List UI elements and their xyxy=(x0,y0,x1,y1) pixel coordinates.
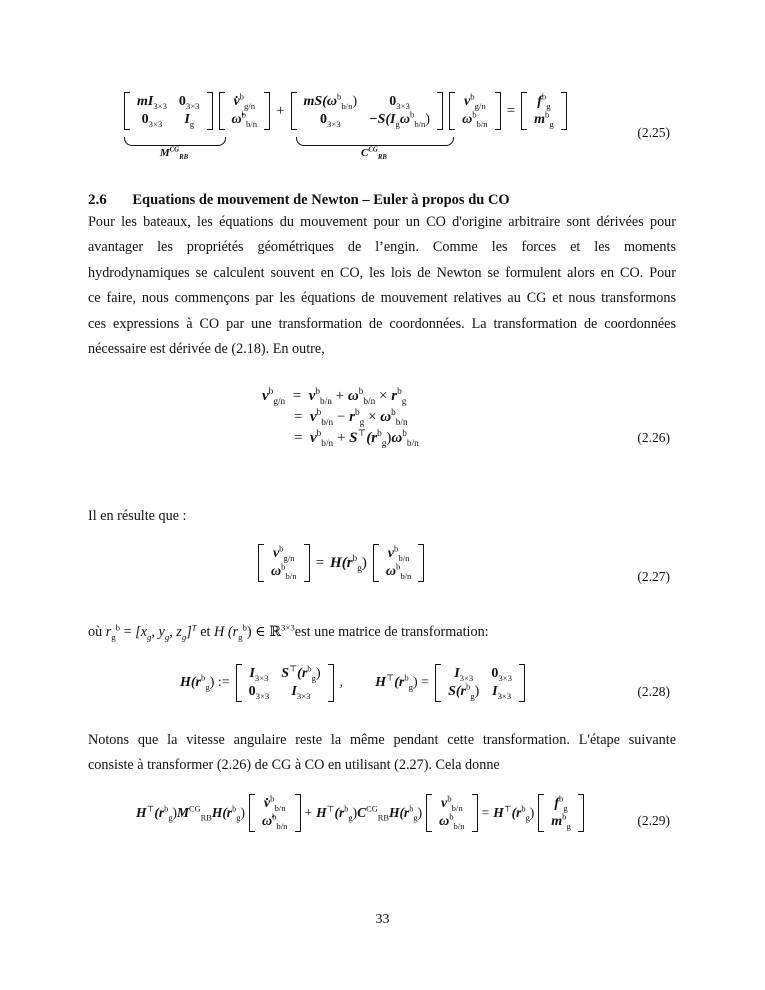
section-heading xyxy=(88,192,510,209)
acceleration-vector: v̇$^b_{g/n}$ ω̇$^b_{b/n}$ xyxy=(219,92,271,130)
underbrace-coriolis xyxy=(296,137,454,146)
paragraph-1 xyxy=(88,210,676,362)
h-transpose-matrix: $I_{3\times 3}$ $0_{3\times 3}$ $S(r^b_g)$ $I_{3\times 3}$ xyxy=(435,664,525,702)
equals-sign: = xyxy=(315,554,325,571)
velocity-vector: $v^b_{g/n}$ $\omega^b_{b/n}$ xyxy=(449,92,501,130)
paragraph-line: avantager les propriétés géométriques de l’engin. Comme les forces et les moments xyxy=(88,239,676,256)
equation-2-25 xyxy=(124,92,567,130)
coriolis-matrix: $mS(\omega^b_{b/n})$ $0_{3\times 3}$ $0_{3\times 3}$ $-S(I_g\omega^b_{b/n})$ xyxy=(291,92,444,130)
equals-sign: = xyxy=(506,102,516,119)
equation-number-2-27: (2.27) xyxy=(637,569,670,584)
force-vector: $f^b_g$ $m^b_g$ xyxy=(521,92,567,130)
paragraph-line: ces expressions à CO par une transformation de coordonnées. La transformation de coordonnées xyxy=(88,315,676,332)
plus-sign: + xyxy=(276,102,285,119)
underbrace-mass-label: $M^{CG}_{RB}$ xyxy=(159,146,189,162)
accel-vector: v̇$^b_{b/n}$ ω̇$^b_{b/n}$ xyxy=(249,794,301,832)
paragraph-line: consiste à transformer (2.26) de CG à CO en utilisant (2.27). Cela donne xyxy=(88,757,500,774)
equation-2-28: $H(r^b_g)$ := $I_{3\times 3}$ $S^⊤(r^b_g)$ $0_{3\times 3}$ $I_{3\times 3}$ , $H^⊤(r^b_g)$ = $I_{3\times 3}$ $0_{3\times 3}$ $S(r^b_g)$ $I_{3\times 3}$ xyxy=(180,664,525,702)
paragraph-line: Notons que la vitesse angulaire reste la même pendant cette transformation. L'étape suivante xyxy=(88,732,676,748)
equation-number-2-26: (2.26) xyxy=(637,430,670,445)
paragraph-line: ce faire, nous commençons par les équations de mouvement relatives au CG et nous transformons xyxy=(88,290,676,307)
paragraph-line: nécessaire est dérivée de (2.18). En outre, xyxy=(88,340,325,357)
equation-number-2-28: (2.28) xyxy=(637,684,670,699)
vel-vector: $v^b_{b/n}$ $\omega^b_{b/n}$ xyxy=(426,794,478,832)
underbrace-coriolis-label: $C^{CG}_{RB}$ xyxy=(361,146,387,162)
equation-number-2-25: (2.25) xyxy=(637,125,670,140)
paragraph-line: hydrodynamiques se calculent souvent en CO, les lois de Newton se formulent alors en CO. Pour xyxy=(88,264,676,281)
section-number: 2.6 xyxy=(88,192,107,208)
lhs-vector: $v^b_{g/n}$ $\omega^b_{b/n}$ xyxy=(258,544,310,582)
page-number: 33 xyxy=(375,912,390,927)
rhs-vector: $v^b_{b/n}$ $\omega^b_{b/n}$ xyxy=(373,544,425,582)
equation-2-27: $v^b_{g/n}$ $\omega^b_{b/n}$ = $H(r^b_g)$ $v^b_{b/n}$ $\omega^b_{b/n}$ xyxy=(258,544,424,582)
equation-2-29: $H^⊤(r^b_g)M^{CG}_{RB}H(r^b_g)$ v̇$^b_{b/n}$ ω̇$^b_{b/n}$ + $H^⊤(r^b_g)C^{CG}_{RB}H(r^b_g)$ $v^b_{b/n}$ $\omega^b_{b/n}$ = $H^⊤(r^b_g)$ $f^b_g$ $m^b_g$ xyxy=(136,794,584,832)
equation-2-26: $v^b_{g/n} = v^b_{b/n} + \omega^b_{b/n} \times r^b_g$ = $v^b_{b/n} - r^b_g \times \omega^b_{b/n}$ = $v^b_{b/n} + S^⊤(r^b_g)\omega^b_{b/n}$ xyxy=(262,387,419,449)
section-title: Equations de mouvement de Newton – Euler à propos du CO xyxy=(132,192,510,208)
underbrace-mass xyxy=(124,137,226,146)
text-result: Il en résulte que : xyxy=(88,508,187,524)
equation-number-2-29: (2.29) xyxy=(637,813,670,828)
paragraph-2 xyxy=(88,728,676,779)
paragraph-line: Pour les bateaux, les équations du mouvement pour un CO d'origine arbitraire sont dérivées pour xyxy=(88,214,676,230)
mass-matrix: $mI_{3\times 3}$ $0_{3\times 3}$ $0_{3\times 3}$ $I_g$ xyxy=(124,92,213,130)
where-line: où $r_g^b = [x_g$, $y_g$, $z_g]^T$ et H $(r_g^b)$ ∈ ℝ$^{3\times 3}$est une matrice de transformation: xyxy=(88,622,489,642)
h-matrix: $I_{3\times 3}$ $S^⊤(r^b_g)$ $0_{3\times 3}$ $I_{3\times 3}$ xyxy=(236,664,334,702)
force-vector-2: $f^b_g$ $m^b_g$ xyxy=(538,794,584,832)
